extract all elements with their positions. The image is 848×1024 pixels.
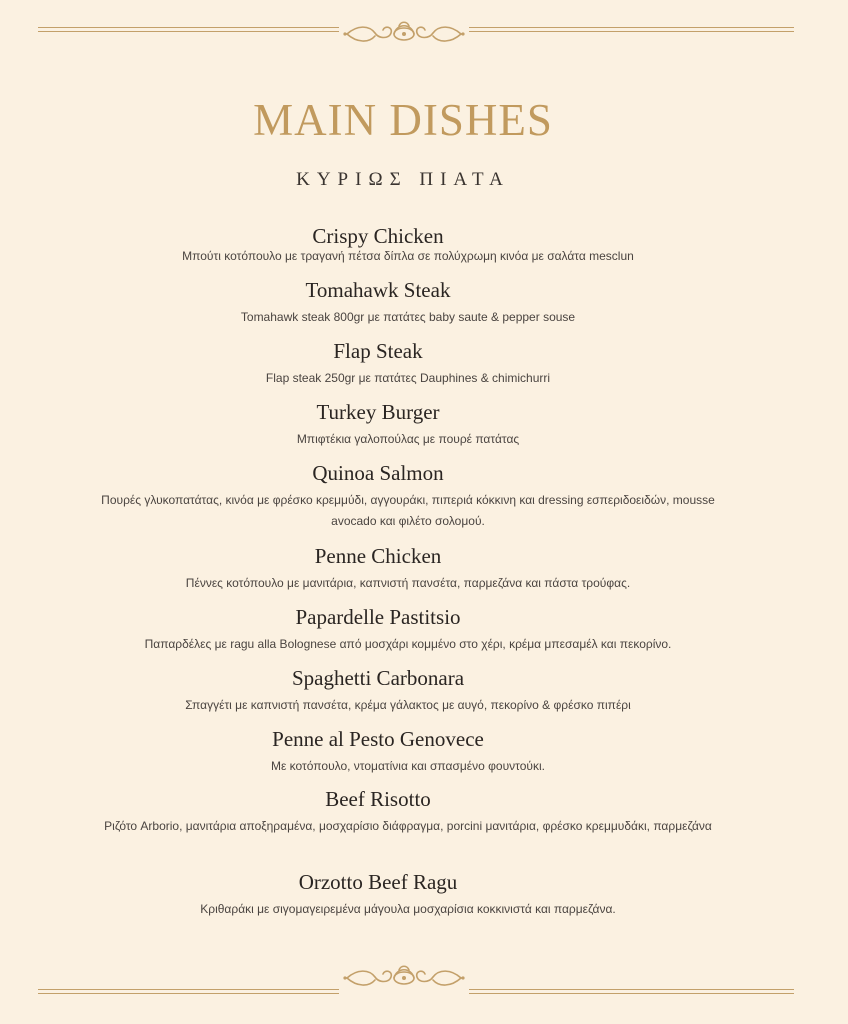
dish-name: Penne Chicken (314, 544, 442, 568)
dish-description: Πουρές γλυκοπατάτας, κινόα με φρέσκο κρεμμύδι, αγγουράκι, πιπεριά κόκκινη και dressing εσπεριδοειδών, mousse avocado και φιλέτο σολομού. (101, 493, 715, 528)
dish-name: Crispy Chicken (312, 224, 444, 248)
dish-description: Πέννες κοτόπουλο με μανιτάρια, καπνιστή πανσέτα, παρμεζάνα και πάστα τρούφας. (185, 576, 631, 590)
dish-name: Penne al Pesto Genovece (272, 727, 484, 751)
dish-name: Papardelle Pastitsio (295, 605, 461, 629)
dish-description: Μπούτι κοτόπουλο με τραγανή πέτσα δίπλα σε πολύχρωμη κινόα με σαλάτα mesclun (182, 249, 634, 263)
dish-description: Μπιφτέκια γαλοπούλας με πουρέ πατάτας (296, 432, 520, 446)
dish-description: Ριζότο Arborio, μανιτάρια αποξηραμένα, μοσχαρίσιο διάφραγμα, porcini μανιτάρια, φρέσκο κρεμμυδάκι, παρμεζάνα (104, 819, 712, 833)
dish-description: Με κοτόπουλο, ντοματίνια και σπασμένο φουντούκι. (271, 759, 545, 773)
scroll-flourish-icon (339, 17, 469, 51)
dish-name: Turkey Burger (316, 400, 440, 424)
dish-name: Tomahawk Steak (305, 278, 451, 302)
dish-description: Κριθαράκι με σιγομαγειρεμένα μάγουλα μοσχαρίσια κοκκινιστά και παρμεζάνα. (200, 902, 616, 916)
dish-description: Σπαγγέτι με καπνιστή πανσέτα, κρέμα γάλακτος με αυγό, πεκορίνο & φρέσκο πιπέρι (185, 698, 631, 712)
dish-name: Beef Risotto (325, 787, 431, 811)
dish-description: Παπαρδέλες με ragu alla Bolognese από μοσχάρι κομμένο στο χέρι, κρέμα μπεσαμέλ και πεκορίνο. (144, 637, 672, 651)
dish-description: Flap steak 250gr με πατάτες Dauphines & chimichurri (265, 371, 551, 385)
page-title: MAIN DISHES (253, 95, 553, 145)
dish-name: Flap Steak (333, 339, 423, 363)
page-subtitle: ΚΥΡΙΩΣ ΠΙΑΤΑ (296, 169, 510, 190)
dish-description: Tomahawk steak 800gr με πατάτες baby saute & pepper souse (240, 310, 576, 324)
dish-name: Quinoa Salmon (312, 461, 444, 485)
scroll-flourish-icon (339, 961, 469, 995)
dish-name: Orzotto Beef Ragu (298, 870, 458, 894)
dish-name: Spaghetti Carbonara (291, 666, 465, 690)
